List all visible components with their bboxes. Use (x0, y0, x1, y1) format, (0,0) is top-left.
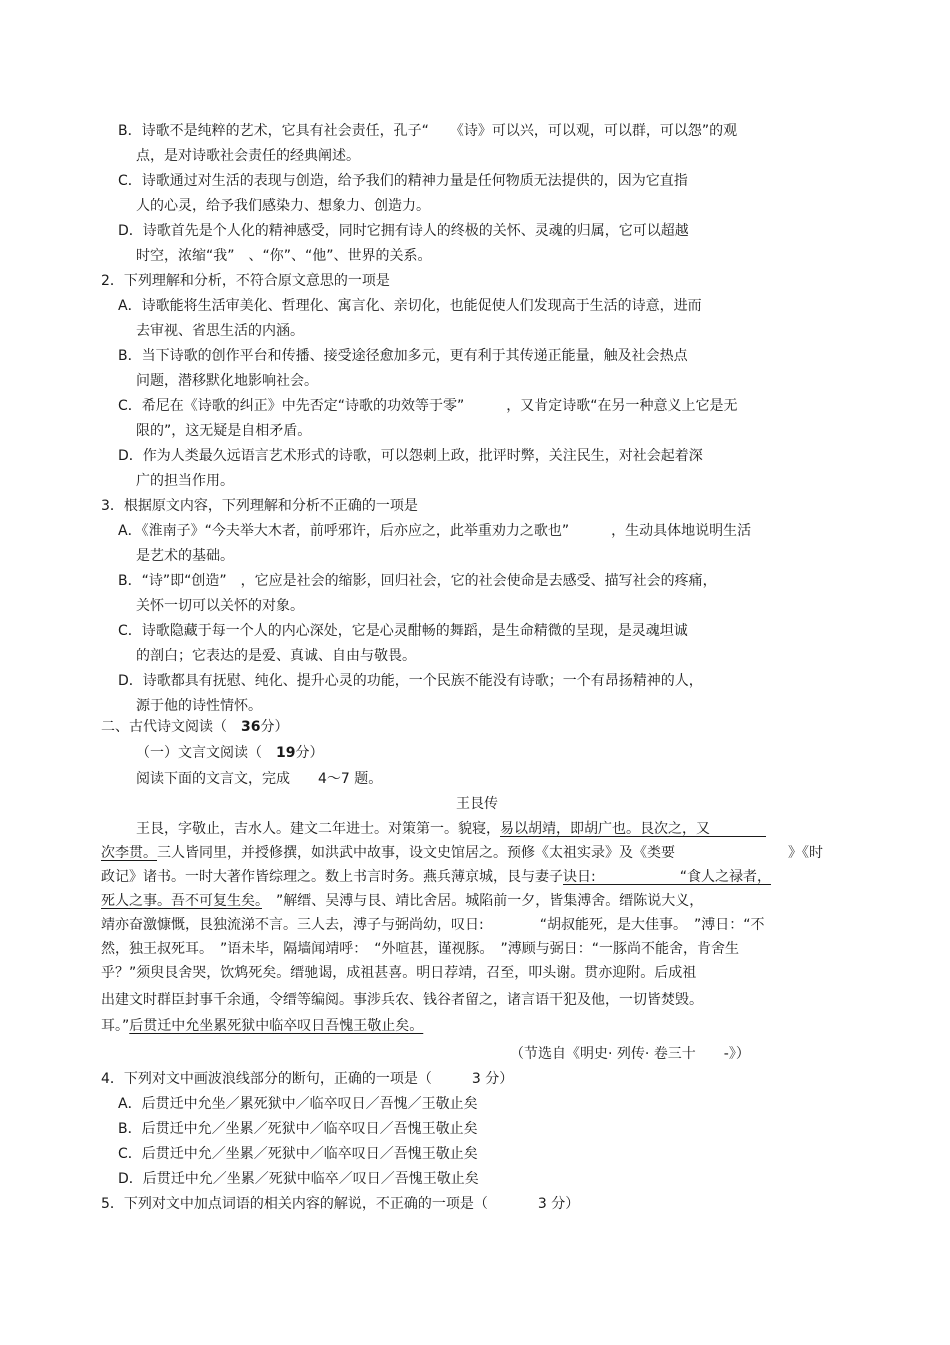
passage-underlined-text: 诀日: “食人之禄者， (563, 869, 771, 885)
section-heading-suffix: 分） (260, 719, 289, 735)
q3-option-a-line1: A．《淮南子》“今夫举大木者，前呼邪许，后亦应之，此举重劝力之歌也” ，生动具体地说明生活 (118, 523, 752, 539)
option-c-line2: 人的心灵，给予我们感染力、想象力、创造力。 (136, 198, 430, 214)
option-b-line1: B．诗歌不是纯粹的艺术，它具有社会责任，孔子“ 《诗》可以兴，可以观，可以群，可以怨”的观 (118, 123, 738, 139)
reading-instruction: 阅读下面的文言文，完成 4～7 题。 (136, 771, 383, 787)
passage-line-1 (136, 820, 766, 838)
question-5-stem (101, 1195, 579, 1213)
passage-line-4 (101, 892, 703, 910)
passage-text: ”解缙、吴溥与艮、靖比舍居。城陷前一夕，皆集溥舍。缙陈说大义， (262, 893, 704, 909)
q3-option-d-line1: D．诗歌都具有抚慰、纯化、提升心灵的功能，一个民族不能没有诗歌；一个有昂扬精神的人， (118, 673, 703, 689)
q3-option-b-line1: B．“诗”即“创造” ，它应是社会的缩影，回归社会，它的社会使命是去感受、描写社会的疼痛， (118, 573, 717, 589)
passage-text: 王艮，字敬止，吉水人。建文二年进士。对策第一。貌寝， (136, 821, 500, 837)
passage-text: 耳。” (101, 1018, 130, 1034)
passage-line-2-end: 》《时 (788, 845, 823, 861)
passage-source: （节选自《明史· 列传· 卷三十 -》） (510, 1046, 750, 1062)
question-5-score: 3 分） (537, 1196, 580, 1212)
q3-option-d-line2: 源于他的诗性情怀。 (136, 698, 262, 714)
question-4-stem-text: 4．下列对文中画波浪线部分的断句，正确的一项是（ (101, 1071, 432, 1087)
question-2-stem: 2．下列理解和分析，不符合原文意思的一项是 (101, 273, 390, 289)
q2-option-a-line2: 去审视、省思生活的内涵。 (136, 323, 304, 339)
q2-option-d-line1: D．作为人类最久远语言艺术形式的诗歌，可以怨刺上政，批评时弊，关注民生，对社会起着深 (118, 448, 703, 464)
section-heading-score: 36 (241, 719, 261, 735)
passage-line-7: 乎？”须臾艮舍哭，饮鸩死矣。缙驰谒，成祖甚喜。明日荐靖，召至，叩头谢。贯亦迎附。后成祖 (101, 965, 697, 981)
question-5-stem-text: 5．下列对文中加点词语的相关内容的解说，不正确的一项是（ (101, 1196, 488, 1212)
q3-option-c-line2: 的剖白；它表达的是爱、真诚、自由与敬畏。 (136, 648, 416, 664)
subsection-heading (136, 744, 323, 762)
passage-line-6: 然，独王叔死耳。 ”语未毕，隔墙闻靖呼： “外喧甚，谨视豚。 ”溥顾与弼日：“一豚尚不能舍，肯舍生 (101, 941, 740, 957)
passage-underlined-text: 易以胡靖，即胡广也。艮次之，又 (500, 821, 710, 837)
q3-option-a-line2: 是艺术的基础。 (136, 548, 234, 564)
passage-line-5: 靖亦奋激慷慨，艮独流涕不言。三人去，溥子与弼尚幼，叹日: “胡叔能死，是大佳事。 ”溥日：“不 (101, 917, 765, 933)
q4-option-c: C．后贯迁中允／坐累／死狱中／临卒叹日／吾愧王敬止矣 (118, 1146, 478, 1162)
q2-option-c-line2: 限的”，这无疑是自相矛盾。 (136, 423, 312, 439)
option-d-line2: 时空，浓缩“我” 、“你”、“他”、世界的关系。 (136, 248, 432, 264)
passage-line-9 (101, 1017, 423, 1035)
subsection-heading-prefix: （一）文言文阅读（ (136, 745, 276, 761)
passage-underline-tail (710, 821, 766, 837)
q3-option-b-line2: 关怀一切可以关怀的对象。 (136, 598, 304, 614)
passage-text: 政记》诸书。一时大著作皆综理之。数上书言时务。燕兵薄京城，艮与妻子 (101, 869, 563, 885)
q2-option-c-line1: C．希尼在《诗歌的纠正》中先否定“诗歌的功效等于零” ，又肯定诗歌“在另一种意义上它是无 (118, 398, 738, 414)
q2-option-b-line2: 问题，潜移默化地影响社会。 (136, 373, 318, 389)
q2-option-d-line2: 广的担当作用。 (136, 473, 234, 489)
q4-option-b: B．后贯迁中允／坐累／死狱中／临卒叹日／吾愧王敬止矣 (118, 1121, 478, 1137)
subsection-heading-score: 19 (276, 745, 296, 761)
passage-wavy-underlined-text: 后贯迁中允坐累死狱中临卒叹日吾愧王敬止矣。 (129, 1018, 424, 1034)
section-heading-prefix: 二、古代诗文阅读（ (101, 719, 241, 735)
section-heading (101, 718, 288, 736)
q3-option-c-line1: C．诗歌隐藏于每一个人的内心深处，它是心灵酣畅的舞蹈，是生命精微的呈现，是灵魂坦诚 (118, 623, 688, 639)
passage-line-2 (101, 844, 675, 862)
option-b-line2: 点，是对诗歌社会责任的经典阐述。 (136, 148, 360, 164)
option-d-line1: D．诗歌首先是个人化的精神感受，同时它拥有诗人的终极的关怀、灵魂的归属，它可以超越 (118, 223, 689, 239)
passage-underlined-text: 死人之事。吾不可复生矣。 (101, 893, 262, 909)
question-4-score: 3 分） (471, 1071, 514, 1087)
passage-line-8: 出建文时群臣封事千余通，令缙等编阅。事涉兵农、钱谷者留之，诸言语干犯及他，一切皆焚毁。 (101, 992, 703, 1008)
q2-option-a-line1: A．诗歌能将生活审美化、哲理化、寓言化、亲切化，也能促使人们发现高于生活的诗意，进而 (118, 298, 702, 314)
passage-text: 三人皆同里，并授修撰，如洪武中故事，设文史馆居之。预修《太祖实录》及《类要 (157, 845, 675, 861)
option-c-line1: C．诗歌通过对生活的表现与创造，给予我们的精神力量是任何物质无法提供的，因为它直指 (118, 173, 688, 189)
q2-option-b-line1: B．当下诗歌的创作平台和传播、接受途径愈加多元，更有利于其传递正能量，触及社会热点 (118, 348, 688, 364)
passage-underlined-text: 次李贯。 (101, 845, 157, 861)
passage-line-3 (101, 868, 771, 886)
q4-option-a: A．后贯迁中允坐／累死狱中／临卒叹日／吾愧／王敬止矣 (118, 1096, 478, 1112)
q4-option-d: D．后贯迁中允／坐累／死狱中临卒／叹日／吾愧王敬止矣 (118, 1171, 479, 1187)
passage-title: 王艮传 (456, 796, 498, 812)
subsection-heading-suffix: 分） (295, 745, 324, 761)
question-4-stem (101, 1070, 513, 1088)
question-3-stem: 3．根据原文内容，下列理解和分析不正确的一项是 (101, 498, 418, 514)
